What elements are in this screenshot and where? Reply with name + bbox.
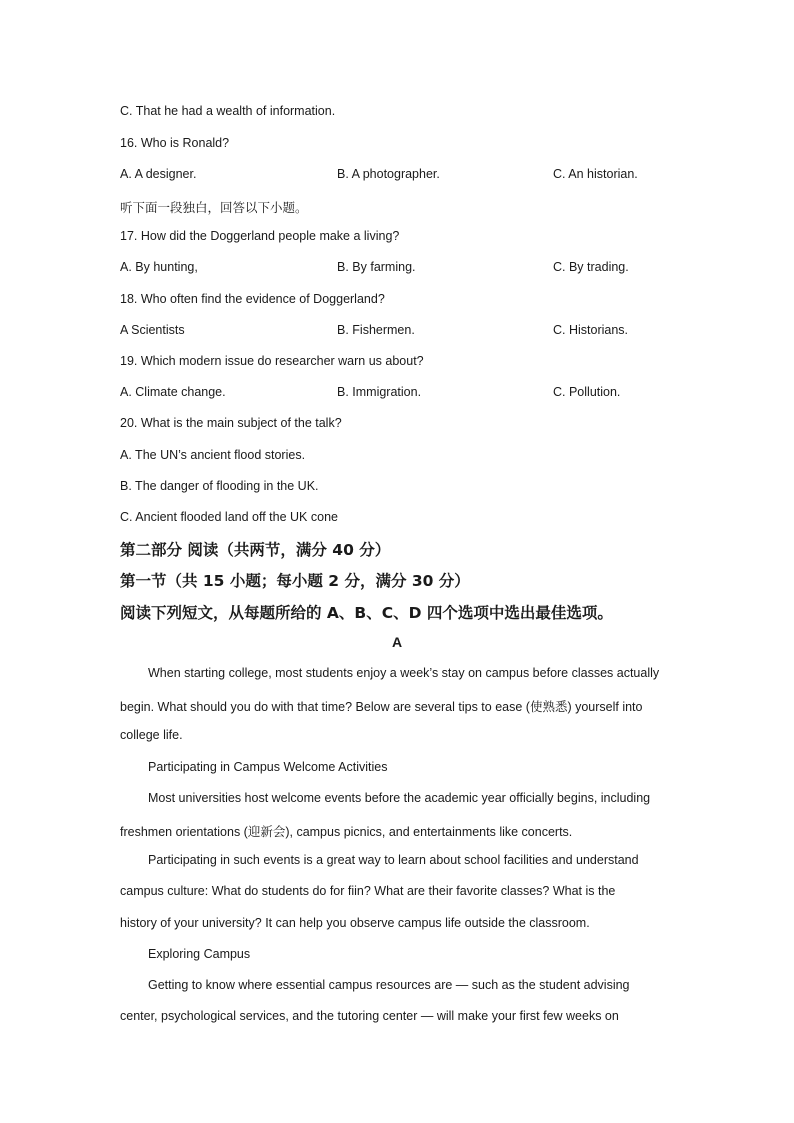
passage-line: freshmen orientations (迎新会), campus picnics, and entertainments like concerts. [120, 825, 573, 839]
q19-question: 19. Which modern issue do researcher warn us about? [120, 354, 424, 368]
passage-subheading: Exploring Campus [148, 947, 251, 961]
monologue-intro: 听下面一段独白，回答以下小题。 [120, 201, 308, 215]
q19-option-c: C. Pollution. [553, 385, 621, 399]
q16-option-c: C. An historian. [553, 167, 638, 181]
passage-line: Getting to know where essential campus resources are — such as the student advising [148, 978, 630, 992]
q15-option-c: C. That he had a wealth of information. [120, 104, 336, 118]
passage-line: center, psychological services, and the tutoring center — will make your first few weeks on [120, 1009, 619, 1023]
q18-question: 18. Who often find the evidence of Doggerland? [120, 292, 385, 306]
q20-option-c: C. Ancient flooded land off the UK cone [120, 510, 338, 524]
passage-line: college life. [120, 728, 183, 742]
q20-option-a: A. The UN’s ancient flood stories. [120, 448, 306, 462]
q17-option-c: C. By trading. [553, 260, 629, 274]
passage-line: campus culture: What do students do for fiin? What are their favorite classes? What is the [120, 884, 616, 898]
passage-line: history of your university? It can help you observe campus life outside the classroom. [120, 916, 590, 930]
passage-line: Most universities host welcome events before the academic year officially begins, including [148, 791, 651, 805]
q18-option-a: A Scientists [120, 323, 185, 337]
q19-option-b: B. Immigration. [337, 385, 422, 399]
reading-instruction: 阅读下列短文，从每题所给的 A、B、C、D 四个选项中选出最佳选项。 [120, 604, 613, 622]
part-two-title: 第二部分 阅读（共两节，满分 40 分） [120, 541, 391, 559]
q17-question: 17. How did the Doggerland people make a living? [120, 229, 400, 243]
q17-option-a: A. By hunting, [120, 260, 198, 274]
passage-line: When starting college, most students enjoy a week’s stay on campus before classes actually [148, 666, 660, 680]
q17-option-b: B. By farming. [337, 260, 416, 274]
q16-question: 16. Who is Ronald? [120, 136, 230, 150]
passage-subheading: Participating in Campus Welcome Activities [148, 760, 388, 774]
q19-option-a: A. Climate change. [120, 385, 226, 399]
q16-option-a: A. A designer. [120, 167, 197, 181]
section-one-title: 第一节（共 15 小题；每小题 2 分，满分 30 分） [120, 572, 470, 590]
q20-option-b: B. The danger of flooding in the UK. [120, 479, 319, 493]
q18-option-c: C. Historians. [553, 323, 629, 337]
passage-label: A [391, 634, 403, 650]
passage-line: Participating in such events is a great way to learn about school facilities and understand [148, 853, 639, 867]
q20-question: 20. What is the main subject of the talk? [120, 416, 342, 430]
q16-option-b: B. A photographer. [337, 167, 440, 181]
passage-line: begin. What should you do with that time? Below are several tips to ease (使熟悉) yourself into [120, 700, 643, 714]
q18-option-b: B. Fishermen. [337, 323, 415, 337]
